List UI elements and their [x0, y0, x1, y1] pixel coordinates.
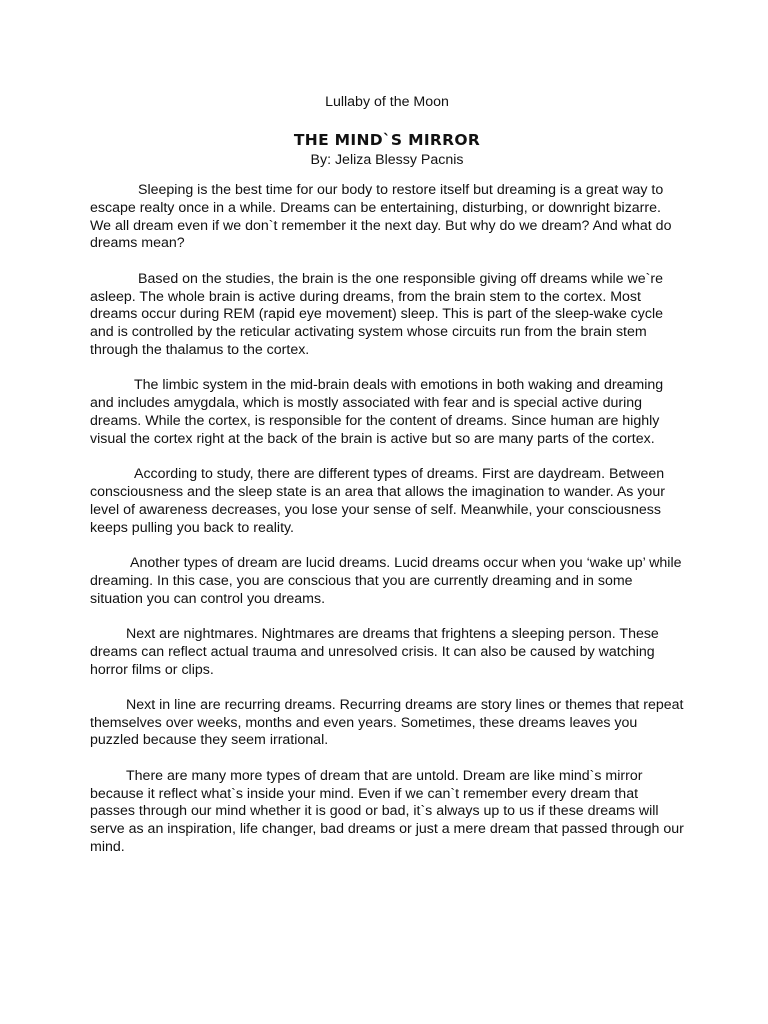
- author-byline: By: Jeliza Blessy Pacnis: [310, 152, 464, 168]
- document-page: [90, 92, 684, 874]
- running-header: Lullaby of the Moon: [325, 94, 449, 110]
- article-title: THE MIND`S MIRROR: [293, 131, 481, 149]
- paragraph-recurring-dreams: Next in line are recurring dreams. Recurring dreams are story lines or themes that repeat themselves over weeks, months and even years. Sometimes, these dreams leaves you puzzled because they seem irrational.: [90, 696, 684, 749]
- paragraph-brain-studies: Based on the studies, the brain is the one responsible giving off dreams while we`re asleep. The whole brain is active during dreams, from the brain stem to the cortex. Most dreams occur during REM (rapid eye movement) sleep. This is part of the sleep-wake cycle and is controlled by the reticular activating system whose circuits run from the brain stem through the thalamus to the cortex.: [90, 270, 663, 358]
- paragraph-lucid-dreams: Another types of dream are lucid dreams. Lucid dreams occur when you ‘wake up’ while dreaming. In this case, you are conscious that you are currently dreaming and in some situation you can control you dreams.: [90, 554, 682, 607]
- paragraph-daydreams: According to study, there are different types of dreams. First are daydream. Between consciousness and the sleep state is an area that allows the imagination to wander. As your level of awareness decreases, you lose your sense of self. Meanwhile, your consciousness keeps pulling you back to reality.: [90, 466, 665, 536]
- paragraph-conclusion: There are many more types of dream that are untold. Dream are like mind`s mirror because it reflect what`s inside your mind. Even if we can`t remember every dream that passes through our mind whether it is good or bad, it`s always up to us if these dreams will serve as an inspiration, life changer, bad dreams or just a mere dream that passed through our mind.: [90, 767, 684, 856]
- paragraph-intro: Sleeping is the best time for our body to restore itself but dreaming is a great way to escape realty once in a while. Dreams can be entertaining, disturbing, or downright bizarre. We all dream even if we don`t remember it the next day. But why do we dream? And what do dreams mean?: [90, 182, 672, 252]
- paragraph-nightmares: Next are nightmares. Nightmares are dreams that frightens a sleeping person. These dreams can reflect actual trauma and unresolved crisis. It can also be caused by watching horror films or clips.: [90, 625, 659, 678]
- paragraph-limbic-system: The limbic system in the mid-brain deals with emotions in both waking and dreaming and includes amygdala, which is mostly associated with fear and is special active during dreams. While the cortex, is responsible for the content of dreams. Since human are highly visual the cortex right at the back of the brain is active but so are many parts of the cortex.: [90, 377, 664, 447]
